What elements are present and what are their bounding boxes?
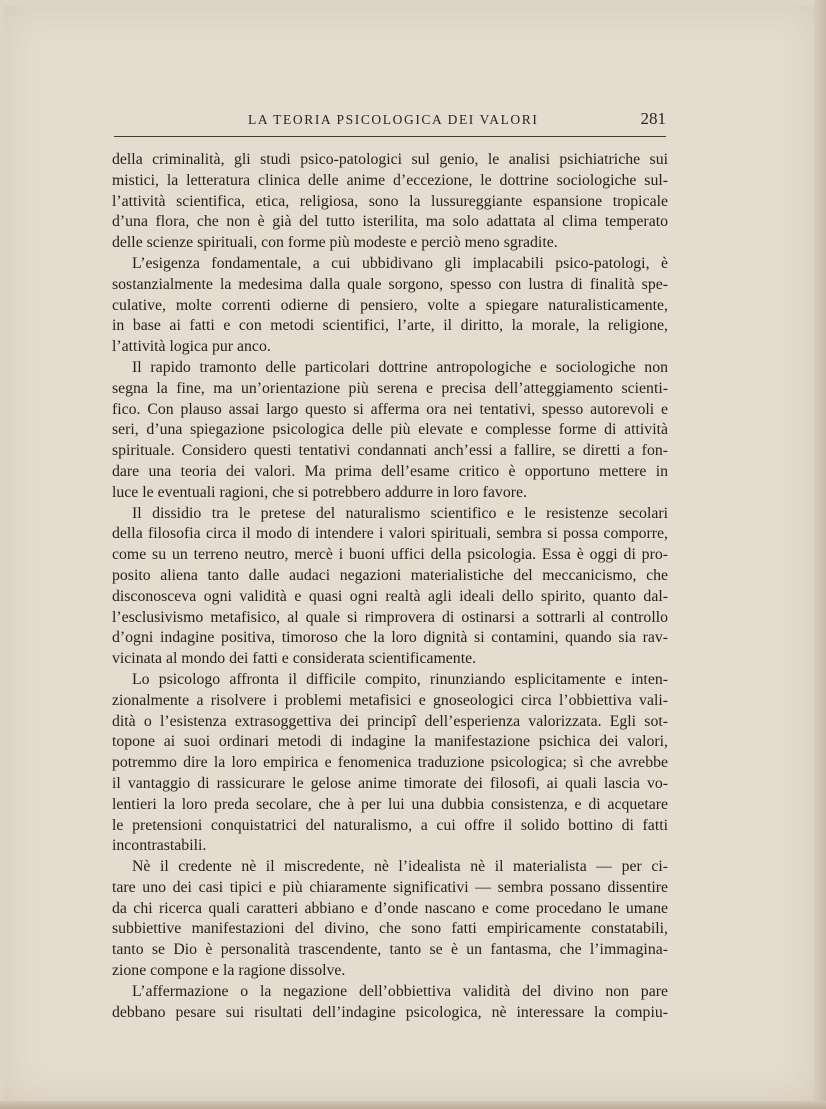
text-line: fico. Con plauso assai largo questo si afferma ora nei tentativi, spesso autorevoli e — [112, 400, 668, 418]
text-line: l’attività scientifica, etica, religiosa, sono la lussureggiante espansione tropicale — [112, 192, 668, 210]
text-line: zionalmente a risolvere i problemi metafisici e gnoseologici circa l’obbiettiva vali- — [112, 691, 668, 709]
text-line: da chi ricerca quali caratteri abbiano e d’onde nascano e come procedano le umane — [112, 899, 668, 917]
body-text — [112, 150, 668, 1023]
text-line: lentieri la loro preda secolare, che à per lui una dubbia consistenza, e di acquetare — [112, 795, 668, 813]
text-line: debbano pesare sui risultati dell’indagine psicologica, nè interessare la compiu- — [112, 1003, 668, 1021]
text-line: culative, molte correnti odierne di pensiero, volte a spiegare naturalisticamente, — [112, 296, 668, 314]
text-line: Il dissidio tra le pretese del naturalismo scientifico e le resistenze secolari — [132, 504, 668, 522]
text-line: spirituale. Considero questi tentativi condannati anch’essi a fallire, se diretti a fon- — [112, 442, 668, 460]
text-line: L’esigenza fondamentale, a cui ubbidivano gli implacabili psico-patologi, è — [132, 254, 668, 272]
text-line: della filosofia circa il modo di intendere i valori spirituali, sembra si possa comporre, — [112, 525, 668, 543]
text-line: l’attività logica pur anco. — [112, 338, 271, 356]
text-line: vicinata al mondo dei fatti e considerata scientificamente. — [112, 650, 477, 668]
page-edge-bottom — [0, 1101, 826, 1109]
text-line: il vantaggio di rassicurare le gelose anime timorate dei filosofi, ai quali lascia vo- — [112, 774, 668, 792]
text-line: segna la fine, ma un’orientazione più serena e precisa dell’atteggiamento scienti- — [112, 379, 668, 397]
text-line: tanto se Dio è personalità trascendente, tanto se è un fantasma, che l’immagina- — [112, 941, 668, 959]
text-line: Lo psicologo affronta il difficile compito, rinunziando esplicitamente e inten- — [132, 670, 668, 688]
text-line: mistici, la letteratura clinica delle anime d’eccezione, le dottrine sociologiche sul- — [112, 171, 668, 189]
text-line: Nè il credente nè il miscredente, nè l’idealista nè il materialista — per ci- — [132, 858, 668, 876]
page-edge-right — [814, 0, 826, 1109]
text-line: l’esclusivismo metafisico, al quale si rimprovera di ostinarsi a sottrarli al controllo — [112, 608, 668, 626]
text-line: le pretensioni conquistatrici del naturalismo, a cui offre il solido bottino di fatti — [112, 816, 668, 834]
text-line: topone ai suoi ordinari metodi di indagine la manifestazione psichica dei valori, — [112, 733, 668, 751]
page-number: 281 — [640, 109, 666, 128]
text-line: tare uno dei casi tipici e più chiaramente significativi — sembra possano dissentire — [112, 878, 668, 896]
text-line: dità o l’esistenza extrasoggettiva dei principî dell’esperienza valorizzata. Egli sot- — [112, 712, 668, 730]
text-line: dare una teoria dei valori. Ma prima dell’esame critico è opportuno mettere in — [112, 462, 668, 480]
text-line: L’affermazione o la negazione dell’obbiettiva validità del divino non pare — [132, 982, 668, 1000]
text-line: della criminalità, gli studi psico-patologici sul genio, le analisi psichiatriche sui — [112, 151, 668, 168]
text-line: subbiettive manifestazioni del divino, che sono fatti empiricamente constatabili, — [112, 920, 668, 938]
text-line: seri, d’una spiegazione psicologica delle più elevate e complesse forme di attività — [112, 421, 668, 439]
text-line: delle scienze spirituali, con forme più modeste e perciò meno sgradite. — [112, 234, 558, 252]
running-head — [114, 109, 666, 137]
text-line: incontrastabili. — [112, 837, 207, 855]
text-line: potremmo dire la loro empirica e fenomenica traduzione psicologica; sì che avrebbe — [112, 754, 668, 772]
text-line: Il rapido tramonto delle particolari dottrine antropologiche e sociologiche non — [132, 358, 668, 376]
text-line: posito aliena tanto dalle audaci negazioni materialistiche del meccanicismo, che — [112, 566, 668, 584]
text-line: come su un terreno neutro, mercè i buoni uffici della psicologia. Essa è oggi di pro- — [112, 546, 668, 564]
text-line: sostanzialmente la medesima dalla quale sorgono, spesso con lustra di finalità spe- — [112, 275, 668, 293]
running-title: LA TEORIA PSICOLOGICA DEI VALORI — [248, 112, 539, 127]
text-line: disconosceva ogni validità e quasi ogni realtà agli ideali dello spirito, quanto dal- — [112, 587, 668, 605]
text-line: luce le eventuali ragioni, che si potrebbero addurre in loro favore. — [112, 483, 527, 501]
text-line: d’ogni indagine positiva, timoroso che la loro dignità si contamini, quando sia rav- — [112, 629, 668, 647]
text-line: d’una flora, che non è già del tutto isterilita, ma solo adattata al clima temperato — [112, 213, 668, 231]
text-line: in base ai fatti e con metodi scientifici, l’arte, il diritto, la morale, la religione, — [112, 317, 668, 335]
text-line: zione compone e la ragione dissolve. — [112, 962, 346, 980]
